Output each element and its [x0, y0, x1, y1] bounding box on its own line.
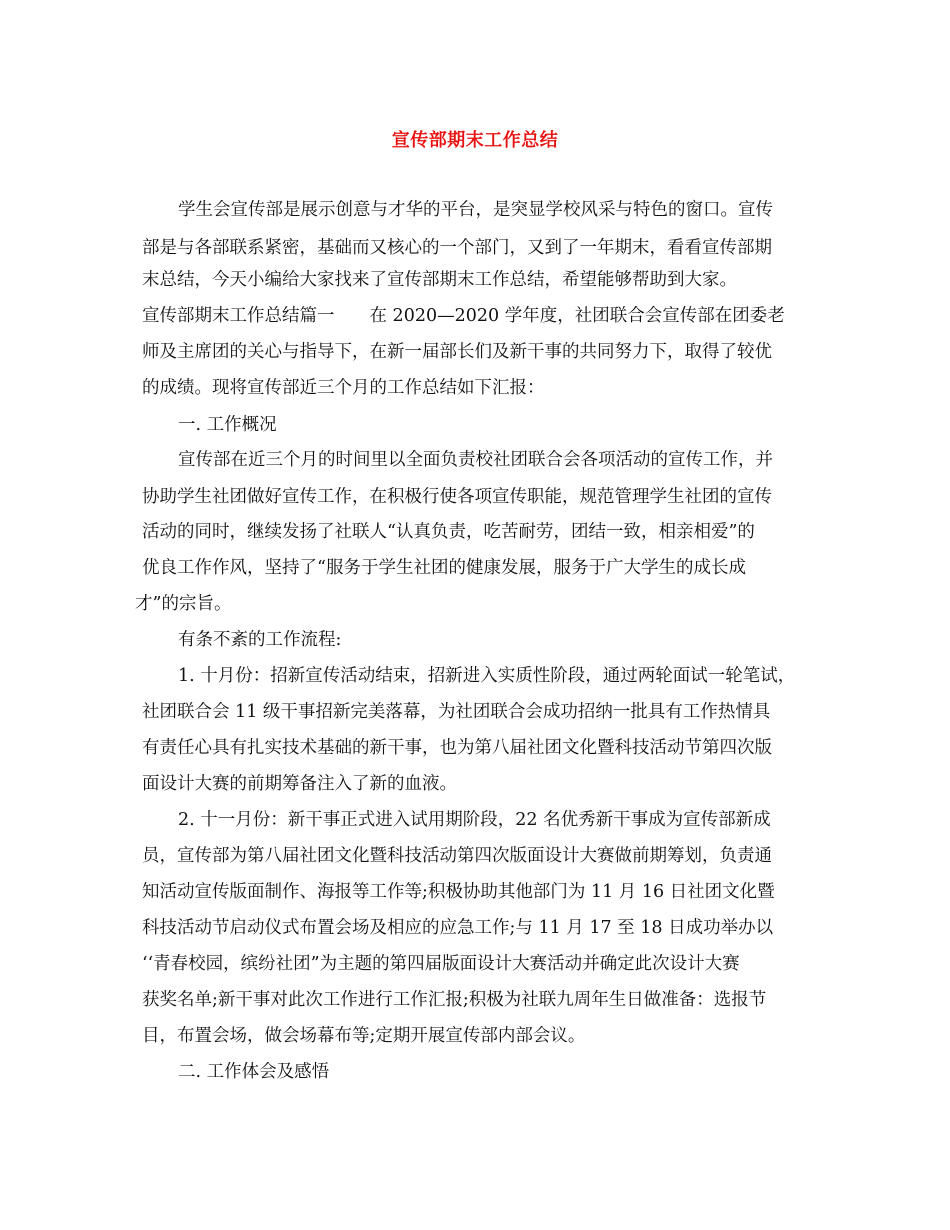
body-line: 科技活动节启动仪式布置会场及相应的应急工作;与 11 月 17 至 18 日成功举办以	[142, 918, 774, 938]
section-heading-line: 宣传部期末工作总结篇一 在 2020—2020 学年度，社团联合会宣传部在团委老	[142, 306, 785, 326]
body-line: 才”的宗旨。	[135, 594, 232, 614]
body-line: 员，宣传部为第八届社团文化暨科技活动第四次版面设计大赛做前期筹划，负责通	[142, 846, 772, 866]
body-line: 部是与各部联系紧密，基础而又核心的一个部门，又到了一年期末，看看宣传部期	[142, 238, 772, 258]
body-line: 社团联合会 11 级干事招新完美落幕，为社团联合会成功招纳一批具有工作热情具	[142, 702, 771, 722]
body-line: 的成绩。现将宣传部近三个月的工作总结如下汇报：	[142, 378, 545, 398]
body-line: 获奖名单;新干事对此次工作进行工作汇报;积极为社联九周年生日做准备：选报节	[142, 990, 767, 1010]
body-line: 1. 十月份：招新宣传活动结束，招新进入实质性阶段，通过两轮面试一轮笔试，	[178, 666, 796, 686]
body-line: 活动的同时，继续发扬了社联人“认真负责，吃苦耐劳，团结一致，相亲相爱”的	[142, 522, 755, 542]
body-line: 宣传部在近三个月的时间里以全面负责校社团联合会各项活动的宣传工作，并	[178, 450, 773, 470]
body-line: ‘‘青春校园，缤纷社团”为主题的第四届版面设计大赛活动并确定此次设计大赛	[142, 954, 740, 974]
body-line: 优良工作作风，坚持了“服务于学生社团的健康发展，服务于广大学生的成长成	[142, 558, 746, 578]
document-title: 宣传部期末工作总结	[391, 130, 559, 151]
body-line: 2. 十一月份：新干事正式进入试用期阶段，22 名优秀新干事成为宣传部新成	[178, 810, 771, 830]
body-line: 面设计大赛的前期筹备注入了新的血液。	[142, 774, 457, 794]
subsection-heading: 二. 工作体会及感悟	[178, 1062, 330, 1082]
body-line: 协助学生社团做好宣传工作，在积极行使各项宣传职能，规范管理学生社团的宣传	[142, 487, 772, 507]
subsection-heading: 一. 工作概况	[178, 415, 277, 435]
body-line: 知活动宣传版面制作、海报等工作等;积极协助其他部门为 11 月 16 日社团文化暨	[142, 882, 775, 902]
body-line: 师及主席团的关心与指导下，在新一届部长们及新干事的共同努力下，取得了较优	[142, 342, 772, 362]
body-line: 学生会宣传部是展示创意与才华的平台，是突显学校风采与特色的窗口。宣传	[178, 200, 773, 220]
body-line: 有责任心具有扎实技术基础的新干事，也为第八届社团文化暨科技活动节第四次版	[142, 738, 772, 758]
body-line: 末总结，今天小编给大家找来了宣传部期末工作总结，希望能够帮助到大家。	[142, 270, 737, 290]
body-line: 目，布置会场，做会场幕布等;定期开展宣传部内部会议。	[142, 1026, 586, 1046]
subsection-heading: 有条不紊的工作流程:	[178, 630, 342, 650]
